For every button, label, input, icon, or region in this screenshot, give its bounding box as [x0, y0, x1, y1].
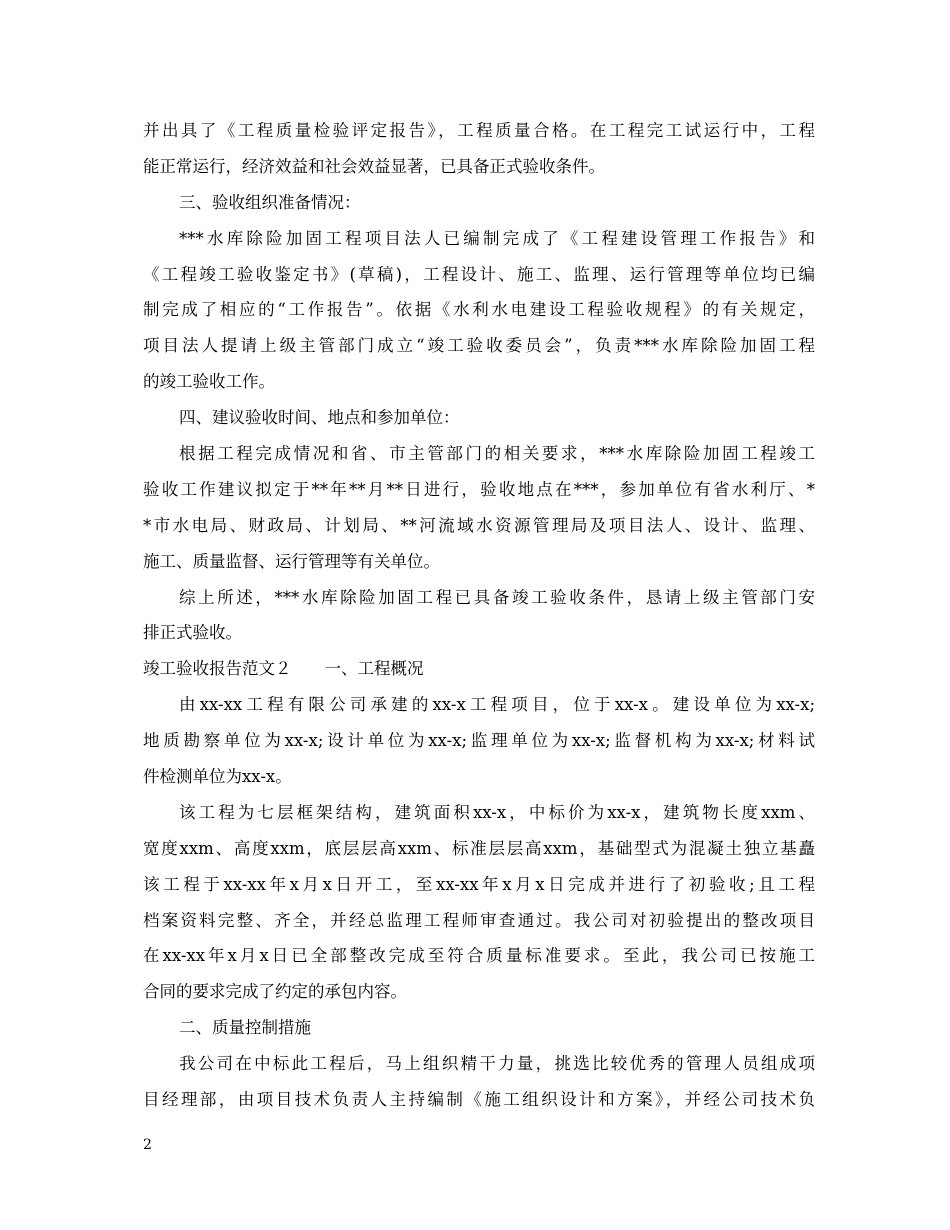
section-heading: 二、质量控制措施: [179, 1018, 311, 1038]
text-line: 目经理部，由项目技术负责人主持编制《施工组织设计和方案》，并经公司技术负: [143, 1090, 815, 1110]
text-line: 件检测单位为xx-x。: [143, 767, 292, 787]
text-line: *市水电局、财政局、计划局、**河流域水资源管理局及项目法人、设计、监理、: [143, 515, 815, 535]
text-line: 制完成了相应的“工作报告”。依据《水利水电建设工程验收规程》的有关规定，: [143, 300, 815, 320]
text-line: 该工程为七层框架结构，建筑面积xx-x，中标价为xx-x，建筑物长度xxm、: [179, 802, 815, 822]
text-line: 排正式验收。: [143, 623, 242, 643]
text-line: ***水库除险加固工程项目法人已编制完成了《工程建设管理工作报告》和: [179, 228, 815, 248]
section-heading: 三、验收组织准备情况：: [179, 192, 361, 212]
text-line: 能正常运行，经济效益和社会效益显著，已具备正式验收条件。: [143, 156, 605, 176]
text-line: 并出具了《工程质量检验评定报告》，工程质量合格。在工程完工试运行中，工程: [143, 121, 815, 140]
document-body: [143, 113, 815, 1118]
text-line: 综上所述，***水库除险加固工程已具备竣工验收条件，恳请上级主管部门安: [179, 587, 815, 607]
text-line: 该工程于xx-xx年x月x日开工，至xx-xx年x月x日完成并进行了初验收;且工程: [143, 874, 815, 894]
text-line: 《工程竣工验收鉴定书》(草稿)，工程设计、施工、监理、运行管理等单位均已编: [143, 264, 815, 284]
text-line: 宽度xxm、高度xxm，底层层高xxm、标准层层高xxm，基础型式为混凝土独立基矗: [143, 838, 815, 858]
page-number: 2: [143, 1137, 152, 1153]
text-line: 根据工程完成情况和省、市主管部门的相关要求，***水库除险加固工程竣工: [179, 444, 815, 464]
text-line: 档案资料完整、齐全，并经总监理工程师审查通过。我公司对初验提出的整改项目: [143, 910, 815, 930]
text-line: 在xx-xx年x月x日已全部整改完成至符合质量标准要求。至此，我公司已按施工: [143, 946, 815, 966]
section-heading: 竣工验收报告范文２ 一、工程概况: [143, 659, 424, 679]
text-line: 我公司在中标此工程后，马上组织精干力量，挑选比较优秀的管理人员组成项: [179, 1054, 815, 1074]
text-line: 施工、质量监督、运行管理等有关单位。: [143, 551, 440, 571]
text-line: 由xx-xx工程有限公司承建的xx-x工程项目，位于xx-x。建设单位为xx-x;: [179, 695, 815, 715]
text-line: 地质勘察单位为xx-x;设计单位为xx-x;监理单位为xx-x;监督机构为xx-x;材料试: [143, 731, 815, 751]
text-line: 项目法人提请上级主管部门成立“竣工验收委员会”，负责***水库除险加固工程: [143, 336, 815, 356]
text-line: 的竣工验收工作。: [143, 372, 275, 392]
text-line: 合同的要求完成了约定的承包内容。: [143, 982, 407, 1002]
section-heading: 四、建议验收时间、地点和参加单位：: [179, 408, 460, 428]
text-line: 验收工作建议拟定于**年**月**日进行，验收地点在***，参加单位有省水利厅、*: [143, 479, 815, 499]
